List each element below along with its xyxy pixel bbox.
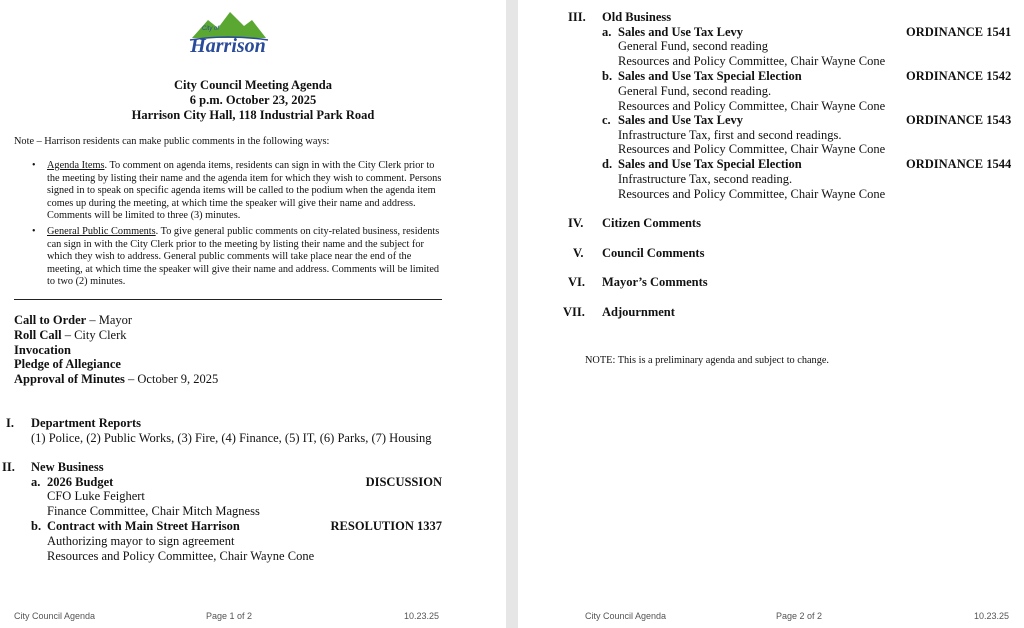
section-number: II. — [2, 460, 15, 474]
section-number: V. — [573, 246, 584, 260]
divider — [14, 299, 442, 300]
item-line: Resources and Policy Committee, Chair Wayne Cone — [618, 142, 886, 156]
logo-small-text: City of — [202, 26, 220, 32]
item-line: Resources and Policy Committee, Chair Wayne Cone — [47, 549, 315, 563]
bullet-title: General Public Comments — [47, 226, 156, 237]
bullet-dot: • — [32, 226, 36, 237]
agenda-title: City Council Meeting Agenda — [174, 78, 332, 92]
section-number: VII. — [563, 305, 585, 319]
item-line: Authorizing mayor to sign agreement — [47, 534, 235, 548]
item-letter: b. — [31, 519, 42, 533]
document-page-2 — [518, 0, 1024, 628]
item-tag: DISCUSSION — [365, 475, 442, 489]
section-number: IV. — [568, 216, 584, 230]
item-title: Sales and Use Tax Levy — [618, 25, 744, 39]
section-title-mayors-comments: Mayor’s Comments — [602, 275, 708, 289]
section-title-adjournment: Adjournment — [602, 305, 675, 319]
item-line: Infrastructure Tax, first and second readings. — [618, 128, 842, 142]
section-title-citizen-comments: Citizen Comments — [602, 216, 701, 230]
bullet-general-comments — [47, 226, 443, 289]
footer-left: City Council Agenda — [585, 611, 667, 621]
item-line: Resources and Policy Committee, Chair Wayne Cone — [618, 187, 886, 201]
item-line: Finance Committee, Chair Mitch Magness — [47, 504, 260, 518]
item-tag: RESOLUTION 1337 — [330, 519, 442, 533]
section-number: VI. — [568, 275, 586, 289]
item-letter: a. — [31, 475, 41, 489]
item-line: Infrastructure Tax, second reading. — [618, 172, 793, 186]
agenda-location: Harrison City Hall, 118 Industrial Park Road — [131, 108, 375, 122]
preliminary-note: NOTE: This is a preliminary agenda and subject to change. — [585, 355, 830, 366]
item-line: Resources and Policy Committee, Chair Wayne Cone — [618, 99, 886, 113]
item-title: 2026 Budget — [47, 475, 114, 489]
note-intro: Note – Harrison residents can make public comments in the following ways: — [14, 136, 330, 147]
footer-left: City Council Agenda — [14, 611, 96, 621]
agenda-time: 6 p.m. October 23, 2025 — [189, 93, 317, 107]
document-page-1 — [0, 0, 506, 628]
bullet-dot: • — [32, 160, 36, 171]
footer-date: 10.23.25 — [404, 611, 440, 621]
bullet-text: . To give general public comments on city-related business, residents can sign in with the City Clerk prior to the meeting by listing their name and the subject for which they wish to address. General public comments will take place near the end of the meeting, at which time the speaker will give their name and address. Comments will be limited to two (2) minutes. — [47, 226, 440, 288]
section-title-council-comments: Council Comments — [602, 246, 705, 260]
item-letter: a. — [602, 25, 612, 39]
opening-pledge: Pledge of Allegiance — [14, 357, 121, 371]
item-line: Resources and Policy Committee, Chair Wayne Cone — [618, 54, 886, 68]
item-title: Contract with Main Street Harrison — [47, 519, 240, 533]
item-line: General Fund, second reading — [618, 39, 768, 53]
item-tag: ORDINANCE 1543 — [906, 113, 1012, 127]
footer-page: Page 1 of 2 — [206, 611, 253, 621]
item-tag: ORDINANCE 1544 — [906, 157, 1012, 171]
section-title-old-business: Old Business — [602, 10, 672, 24]
section-number: I. — [6, 416, 14, 430]
item-letter: c. — [602, 113, 611, 127]
item-tag: ORDINANCE 1541 — [906, 25, 1012, 39]
city-logo — [178, 8, 278, 58]
bullet-text: . To comment on agenda items, residents can sign in with the City Clerk prior to the meeting by listing their name and the agenda item for which they wish to comment. Persons signed in to speak on specific agenda items will be called to the podium when the agenda item comes up during the meeting, at which time the speaker will give their name and address. Comments will be limited to three (3) minutes. — [47, 160, 442, 222]
footer-date: 10.23.25 — [974, 611, 1010, 621]
logo-text: Harrison — [190, 35, 266, 57]
item-letter: d. — [602, 157, 613, 171]
section-number: III. — [568, 10, 586, 24]
item-line: General Fund, second reading. — [618, 84, 772, 98]
opening-call-to-order: Call to Order – Mayor — [14, 313, 133, 327]
item-title: Sales and Use Tax Special Election — [618, 69, 802, 83]
item-title: Sales and Use Tax Special Election — [618, 157, 802, 171]
section-title-new-business: New Business — [31, 460, 104, 474]
footer-page: Page 2 of 2 — [776, 611, 823, 621]
bullet-agenda-items — [47, 160, 443, 223]
opening-approval-minutes: Approval of Minutes – October 9, 2025 — [14, 372, 219, 386]
item-letter: b. — [602, 69, 613, 83]
bullet-title: Agenda Items — [47, 160, 105, 171]
item-line: CFO Luke Feighert — [47, 489, 145, 503]
item-tag: ORDINANCE 1542 — [906, 69, 1012, 83]
opening-roll-call: Roll Call – City Clerk — [14, 328, 127, 342]
opening-invocation: Invocation — [14, 343, 71, 357]
section-detail: (1) Police, (2) Public Works, (3) Fire, (4) Finance, (5) IT, (6) Parks, (7) Housing — [31, 431, 432, 445]
item-title: Sales and Use Tax Levy — [618, 113, 744, 127]
section-title-department-reports: Department Reports — [31, 416, 142, 430]
